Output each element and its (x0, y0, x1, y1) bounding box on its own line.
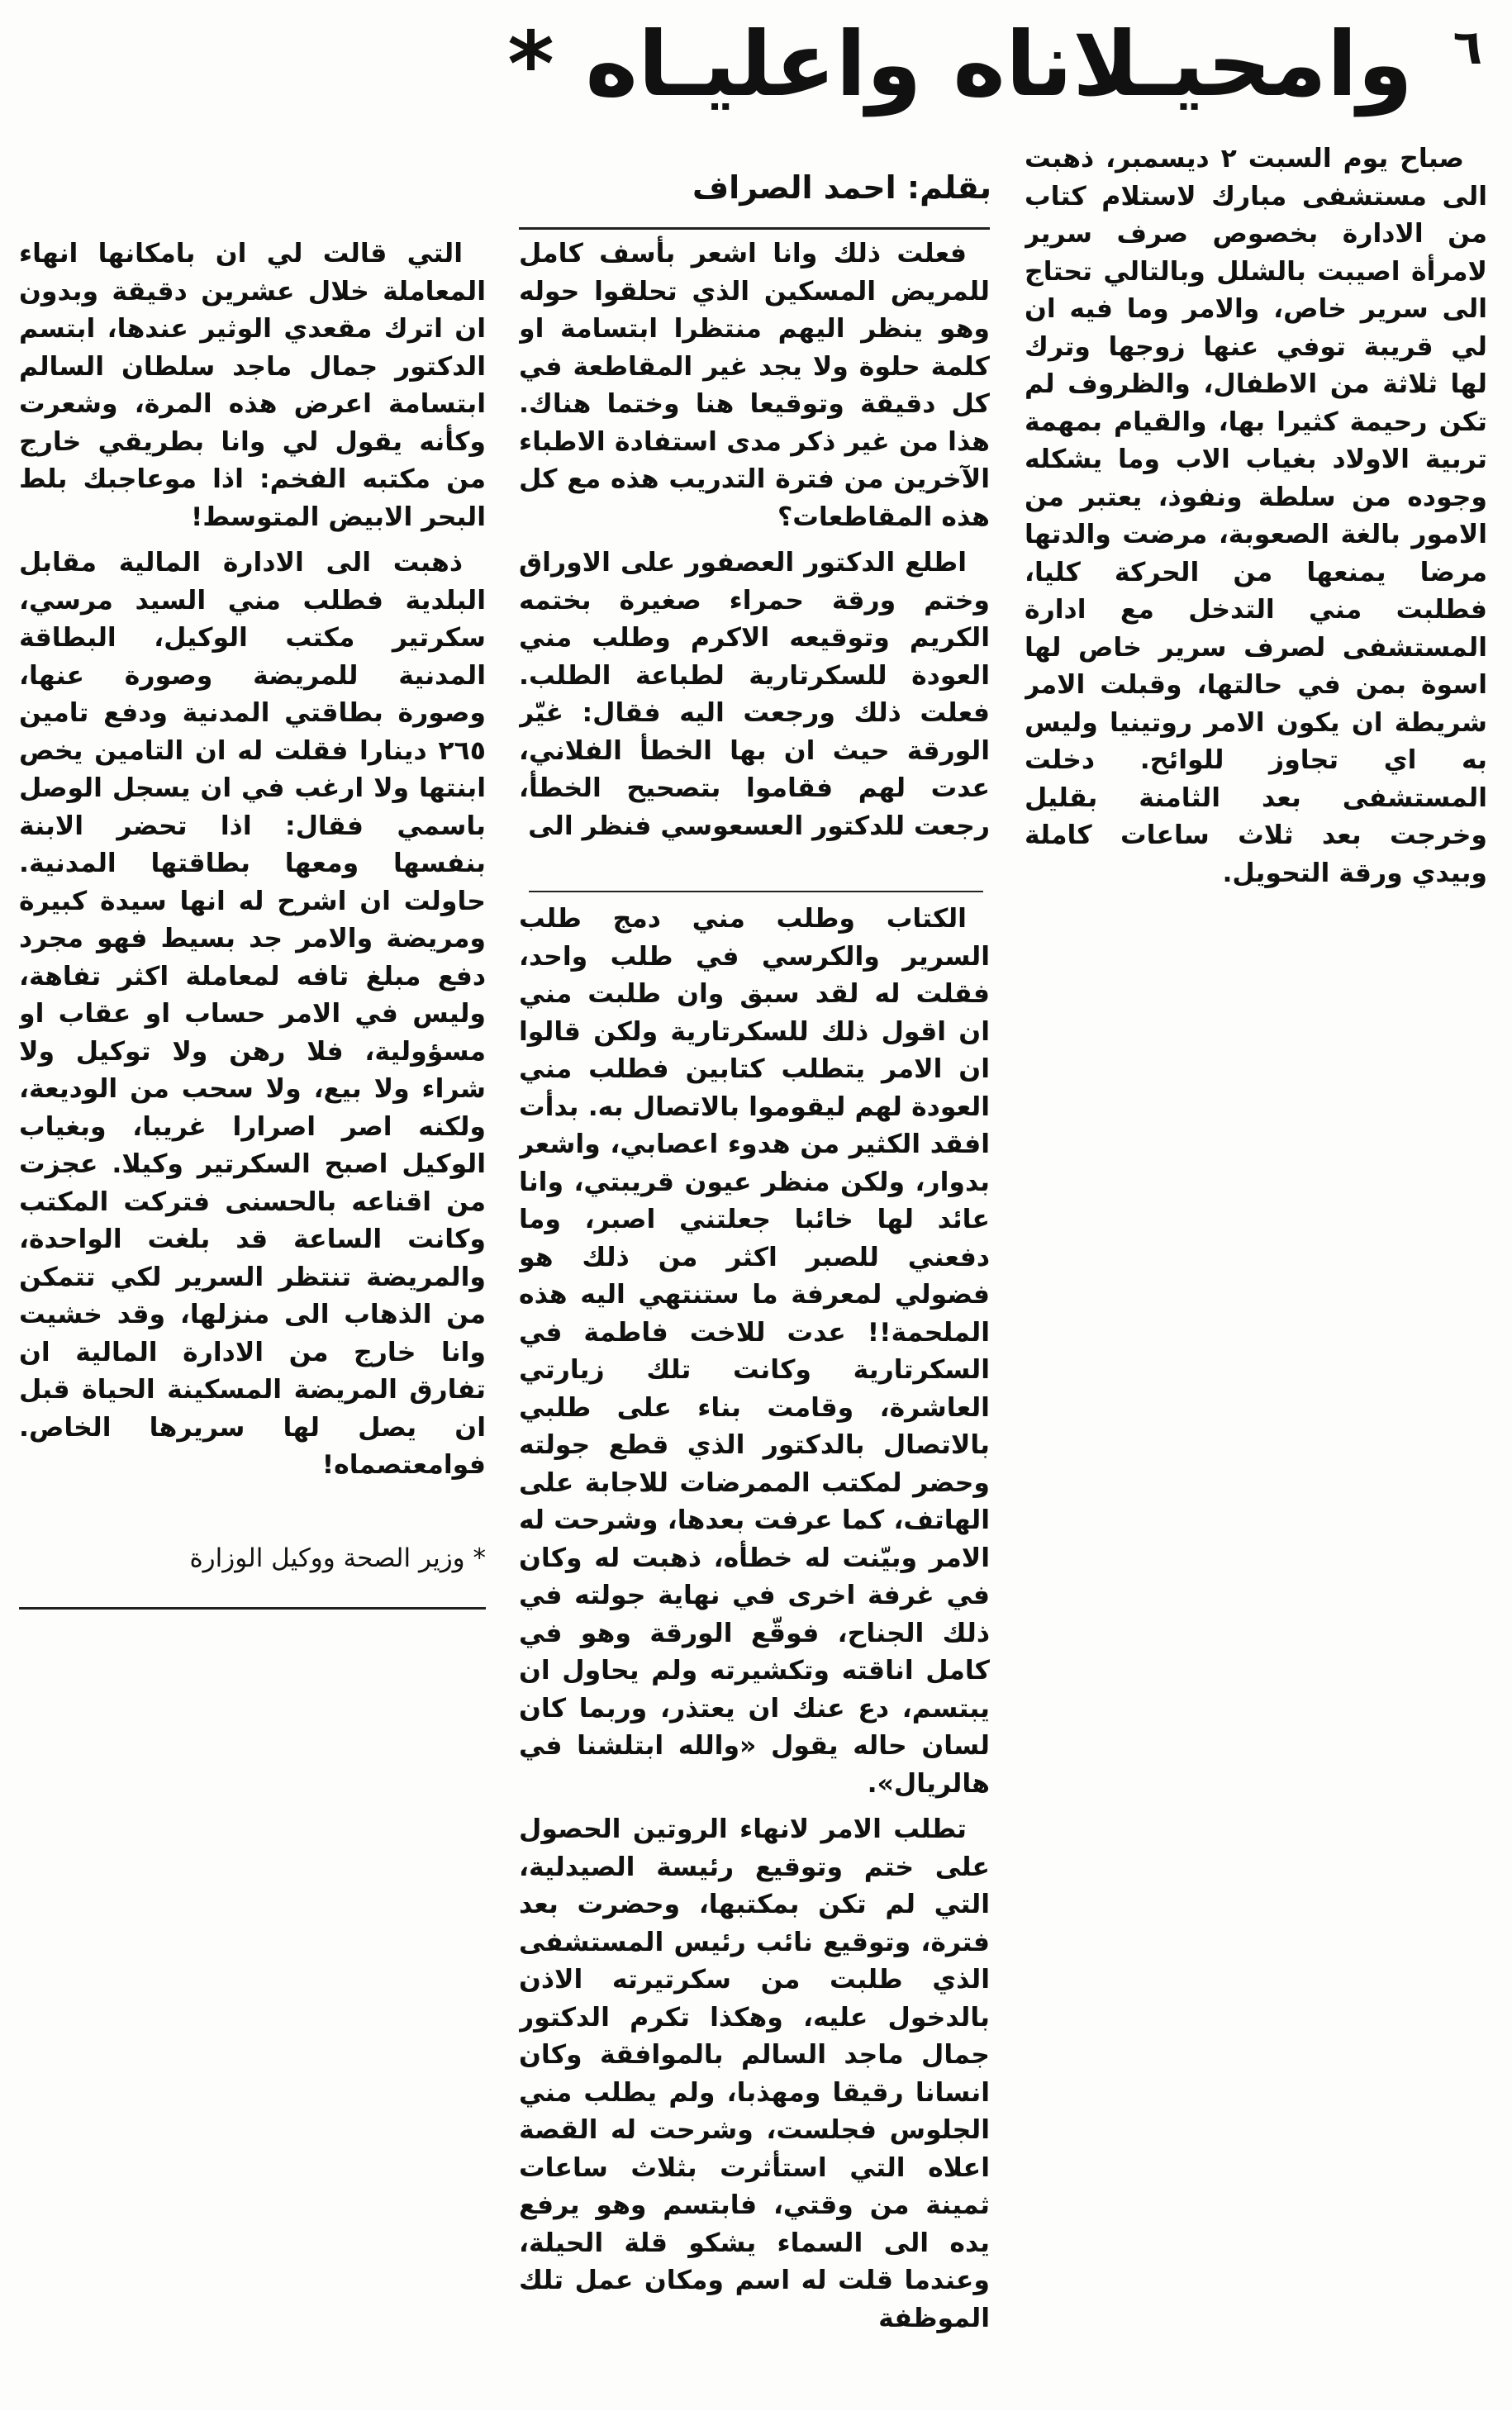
article-end-rule (19, 1607, 486, 1610)
article-column-3 (19, 235, 486, 1533)
paragraph: فعلت ذلك وانا اشعر بأسف كامل للمريض المسكين الذي تحلقوا حوله وهو ينظر اليهم منتظرا ابتسامة او كلمة حلوة ولا يجد غير المقاطعة في كل دقيقة وتوقيعا هنا وختما هناك. هذا من غير ذكر مدى استفادة الاطباء الآخرين من فترة التدريب هذه مع كل هذه المقاطعات؟ (519, 239, 990, 532)
article-column-2-bottom (519, 901, 990, 2404)
paragraph: الكتاب وطلب مني دمج طلب السرير والكرسي في طلب واحد، فقلت له لقد سبق وان طلبت مني ان اقول ذلك للسكرتارية ولكن قالوا ان الامر يتطلب كتابين فطلب مني العودة لهم ليقوموا بالاتصال به. بدأت افقد الكثير من هدوء اعصابي، واشعر بدوار، ولكن منظر عيون قريبتي، وانا عائد لها خائبا جعلتني اصبر، وما دفعني للصبر اكثر من ذلك هو فضولي لمعرفة ما ستنتهي اليه هذه الملحمة!! عدت للاخت فاطمة في السكرتارية وكانت تلك زيارتي العاشرة، وقامت بناء على طلبي بالاتصال بالدكتور الذي قطع جولته وحضر لمكتب الممرضات للاجابة على الهاتف، كما عرفت بعدها، وشرحت له الامر وبيّنت له خطأه، ذهبت له وكان في غرفة اخرى في نهاية جولته في ذلك الجناح، فوقّع الورقة وهو في كامل اناقته وتكشيرته ولم يحاول ان يبتسم، دع عنك ان يعتذر، وربما كان لسان حاله يقول «والله ابتلشنا في هالريال». (519, 904, 990, 1799)
page-number: ٦ (1453, 19, 1482, 75)
author-footnote: * وزير الصحة ووكيل الوزارة (189, 1543, 486, 1573)
paragraph: صباح يوم السبت ٢ ديسمبر، ذهبت الى مستشفى مبارك لاستلام كتاب من الادارة بخصوص صرف سرير لامرأة اصيبت بالشلل وبالتالي تحتاج الى سرير خاص، والامر وما فيه ان لي قريبة توفي عنها زوجها وترك لها ثلاثة من الاطفال، والظروف لم تكن رحيمة كثيرا بها، والقيام بمهمة تربية الاولاد بغياب الاب وما يشكله وجوده من سلطة ونفوذ، يعتبر من الامور بالغة الصعوبة، مرضت والدتها مرضا يمنعها من الحركة كليا، فطلبت مني التدخل مع ادارة المستشفى لصرف سرير خاص لها اسوة بمن في حالتها، وقبلت الامر شريطة ان يكون الامر روتينيا وليس به اي تجاوز للوائح. دخلت المستشفى بعد الثامنة بقليل وخرجت بعد ثلاث ساعات كاملة وبيدي ورقة التحويل. (1025, 144, 1487, 888)
article-column-1 (1025, 140, 1487, 2404)
column-block-divider (529, 891, 983, 892)
paragraph: تطلب الامر لانهاء الروتين الحصول على ختم وتوقيع رئيسة الصيدلية، التي لم تكن بمكتبها، وحضرت بعد فترة، وتوقيع نائب رئيس المستشفى الذي طلبت من سكرتيرته الاذن بالدخول عليه، وهكذا تكرم الدكتور جمال ماجد السالم بالموافقة وكان انسانا رقيقا ومهذبا، ولم يطلب مني الجلوس فجلست، وشرحت له القصة اعلاه التي استأثرت بثلاث ساعات ثمينة من وقتي، فابتسم وهو يرفع يده الى السماء يشكو قلة الحيلة، وعندما قلت له اسم ومكان عمل تلك الموظفة (519, 1814, 990, 2333)
paragraph: ذهبت الى الادارة المالية مقابل البلدية فطلب مني السيد مرسي، سكرتير مكتب الوكيل، البطاقة المدنية للمريضة وصورة عنها، وصورة بطاقتي المدنية ودفع تامين ٢٦٥ دينارا فقلت له ان التامين يخص ابنتها ولا ارغب في ان يسجل الوصل باسمي فقال: اذا تحضر الابنة بنفسها ومعها بطاقتها المدنية. حاولت ان اشرح له انها سيدة كبيرة ومريضة والامر جد بسيط فهو مجرد دفع مبلغ تافه لمعاملة اكثر تفاهة، وليس في الامر حساب او عقاب او مسؤولية، فلا رهن ولا توكيل ولا شراء ولا بيع، ولا سحب من الوديعة، ولكنه اصر اصرارا غريبا، وبغياب الوكيل اصبح السكرتير وكيلا. عجزت من اقناعه بالحسنى فتركت المكتب وكانت الساعة قد بلغت الواحدة، والمريضة تنتظر السرير لكي تتمكن من الذهاب الى منزلها، وقد خشيت وانا خارج من الادارة المالية ان تفارق المريضة المسكينة الحياة قبل ان يصل لها سريرها الخاص. فوامعتصماه! (19, 548, 486, 1480)
article-column-2-top (519, 235, 990, 880)
byline-divider (519, 227, 990, 230)
paragraph: اطلع الدكتور العصفور على الاوراق وختم ورقة حمراء صغيرة بختمه الكريم وتوقيعه الاكرم وطلب مني العودة للسكرتارية لطباعة الطلب. فعلت ذلك ورجعت اليه فقال: غيّر الورقة حيث ان بها الخطأ الفلاني، عدت لهم فقاموا بتصحيح الخطأ، رجعت للدكتور العسعوسي فنظر الى (519, 548, 990, 841)
article-headline: وامحيـلاناه واعليـاه * (507, 13, 1413, 117)
paragraph: التي قالت لي ان بامكانها انهاء المعاملة خلال عشرين دقيقة وبدون ان اترك مقعدي الوثير عندها، ابتسم الدكتور جمال ماجد سلطان السالم ابتسامة اعرض هذه المرة، وشعرت وكأنه يقول لي وانا بطريقي خارج من مكتبه الفخم: اذا موعاجبك بلط البحر الابيض المتوسط! (19, 239, 486, 532)
article-byline: بقلم: احمد الصراف (692, 169, 991, 206)
